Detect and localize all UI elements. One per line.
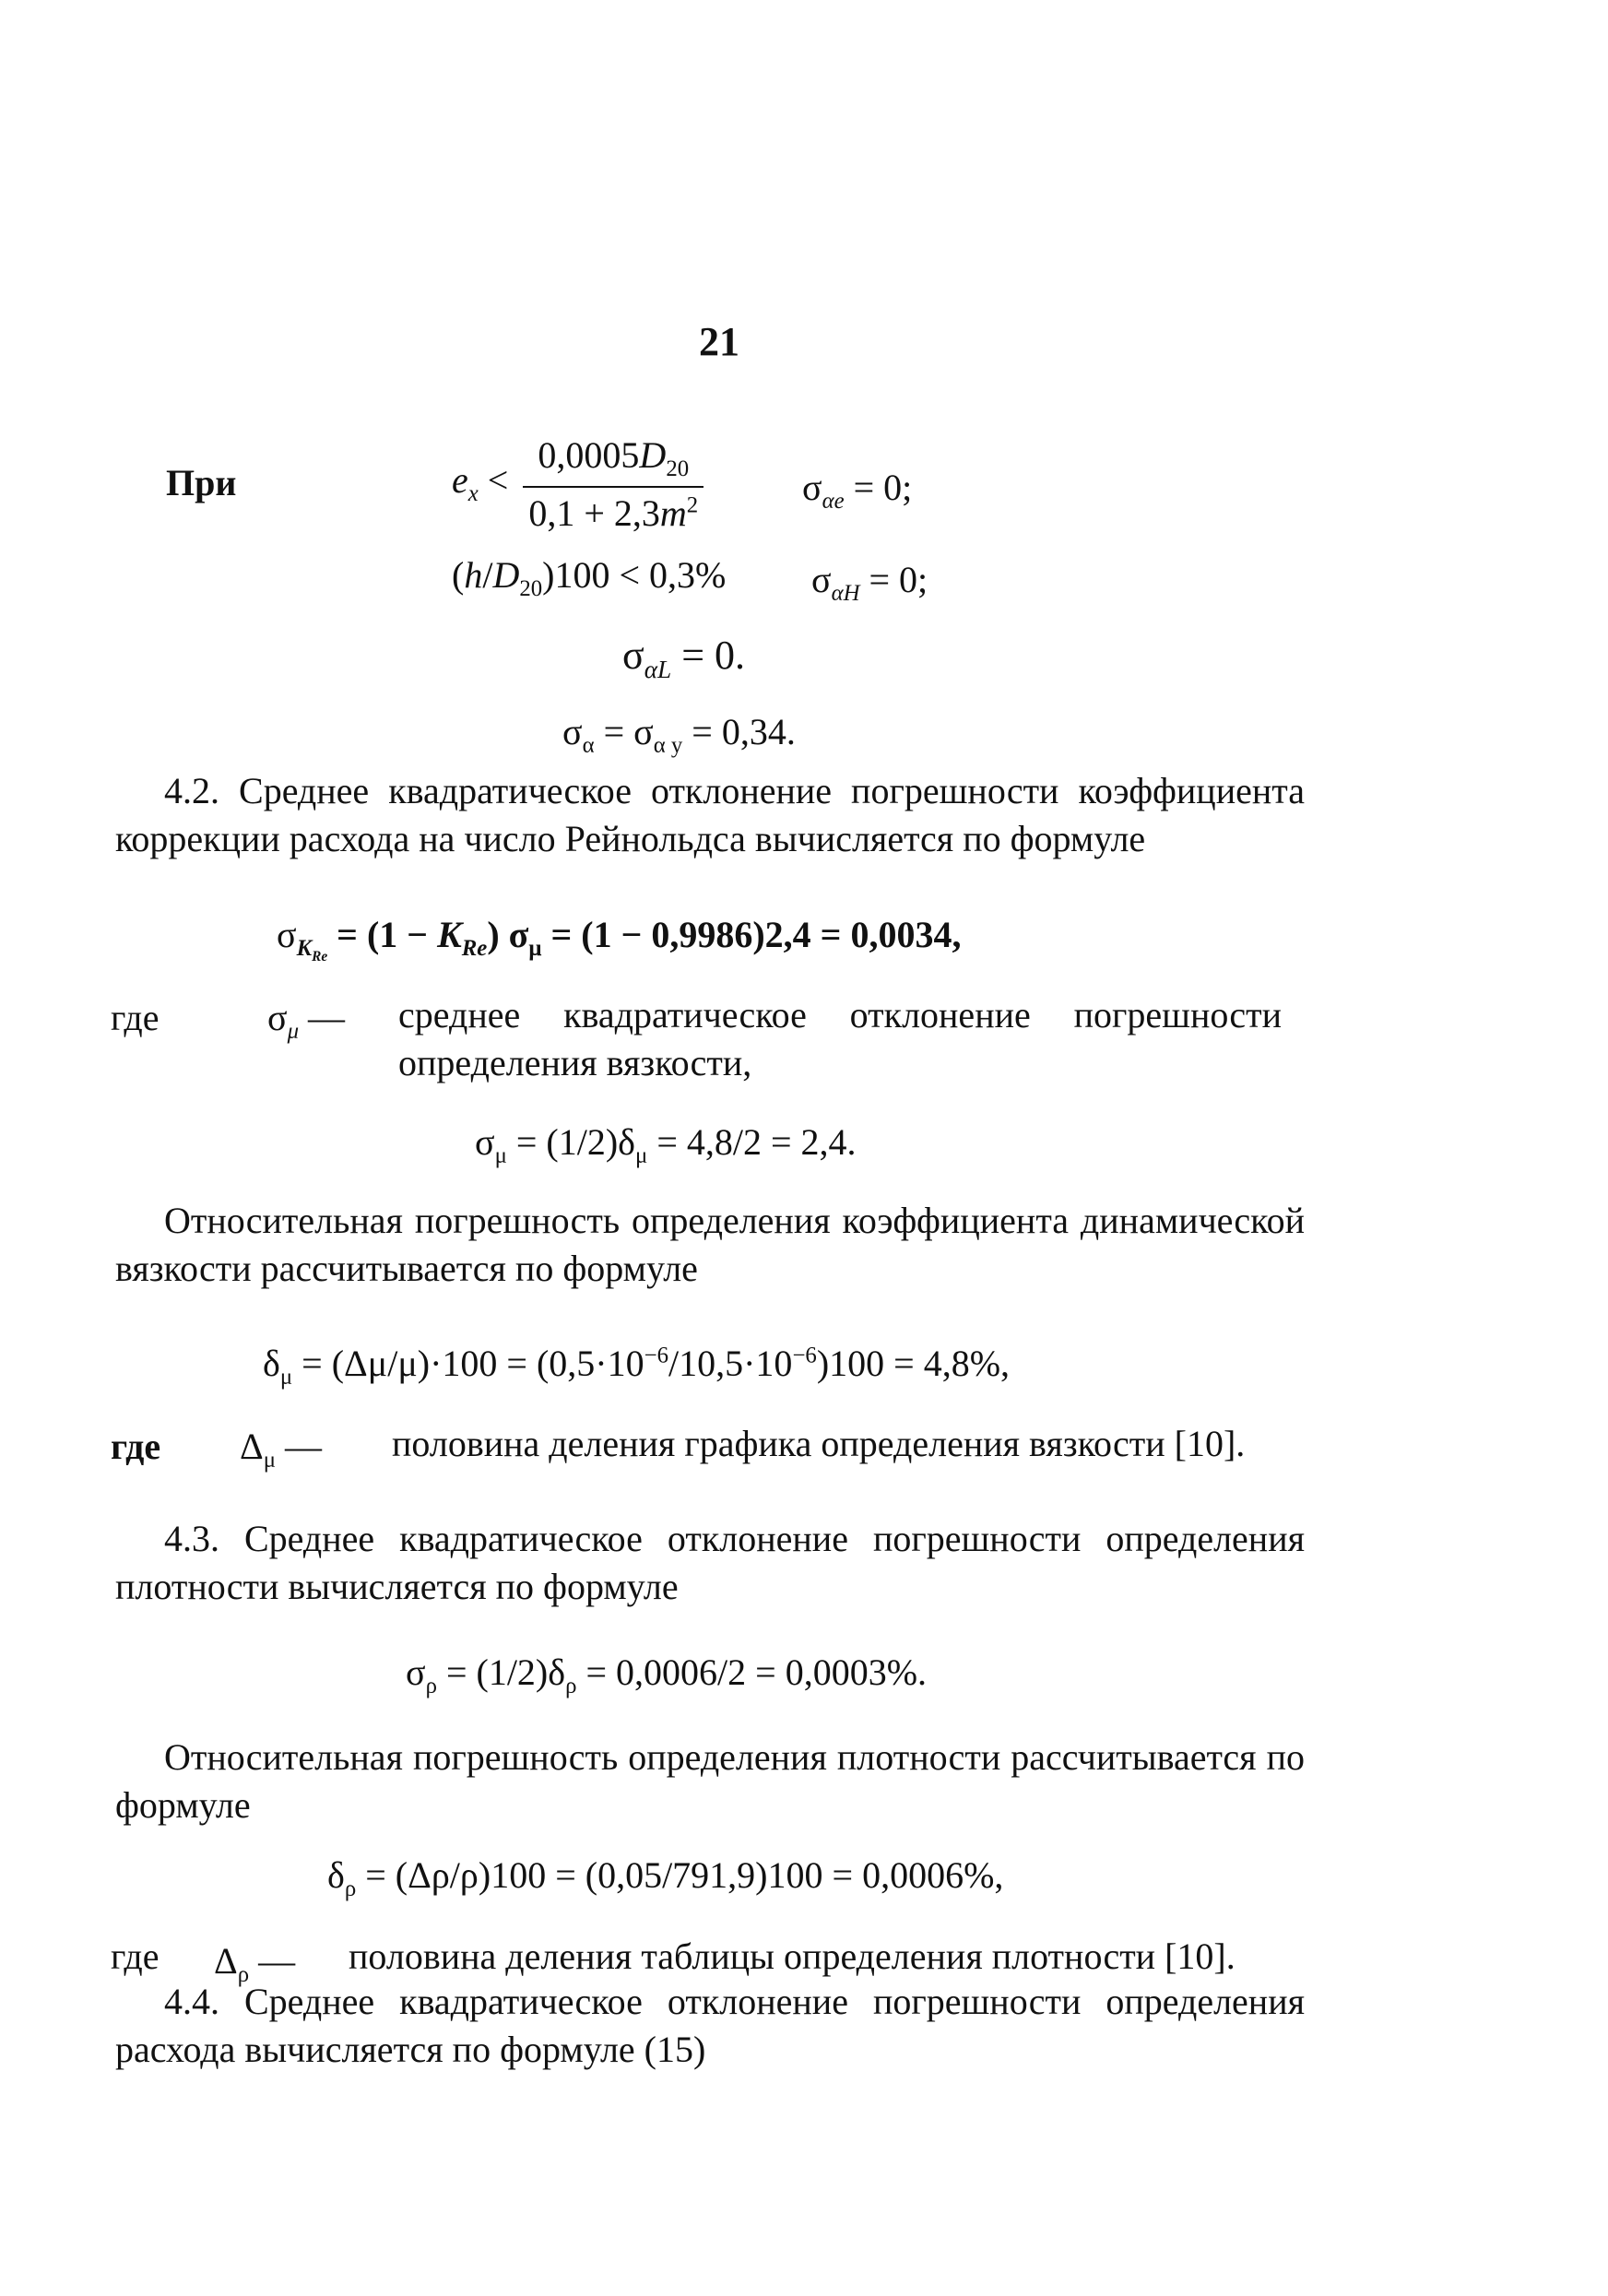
condition-result-2: $\sigma_{\alpha H} = 0$; bbox=[811, 559, 928, 606]
condition-label: При bbox=[166, 462, 237, 503]
fraction: $\frac{0,0005D_{20}}{0,1 + 2,3m^2}$ bbox=[523, 433, 704, 535]
paragraph-4-4: 4.4. Среднее квадратическое отклонение погрешности определения расхода вычисляется по формуле (15) bbox=[115, 1981, 1305, 2070]
formula-sigma-rho: $\sigma_\rho = (1/2)\delta_\rho = 0,0006/2 = 0,0003\%$. bbox=[406, 1651, 928, 1698]
where-label: где bbox=[111, 997, 160, 1038]
condition-formula-2: $(h/D_{20})100 < 0,3\%$ bbox=[452, 554, 727, 601]
paragraph-relative-rho: Относительная погрешность определения плотности рассчитывается по формуле bbox=[115, 1736, 1305, 1826]
condition-formula-3: $\sigma_{\alpha L} = 0$. bbox=[622, 633, 746, 683]
condition-formula-4: $\sigma_\alpha = \sigma_{\alpha y} = 0,34$. bbox=[562, 711, 796, 758]
definition-symbol: $\Delta_\mu$ — bbox=[240, 1426, 323, 1473]
formula-sigma-mu: $\sigma_\mu = (1/2)\delta_\mu = 4,8/2 = 2,4$. bbox=[475, 1121, 857, 1168]
paragraph-4-3: 4.3. Среднее квадратическое отклонение погрешности определения плотности вычисляется по формуле bbox=[115, 1518, 1305, 1607]
page-number: 21 bbox=[699, 319, 739, 364]
definition-text: половина деления таблицы определения плотности [10]. bbox=[349, 1935, 1236, 1977]
paragraph-4-2: 4.2. Среднее квадратическое отклонение погрешности коэффициента коррекции расхода на число Рейнольдса вычисляется по формуле bbox=[115, 770, 1305, 859]
condition-formula-1: $e_x$ < $\frac{0,0005D_{20}}{0,1 + 2,3m^2}$ bbox=[452, 433, 709, 535]
condition-result-1: $\sigma_{\alpha e} = 0$; bbox=[802, 467, 913, 514]
formula-delta-rho: $\delta_\rho = (\Delta\rho/\rho)100 = (0,05/791,9)100 = 0,0006\%$, bbox=[327, 1854, 1004, 1901]
where-label: где bbox=[111, 1935, 160, 1977]
definition-symbol: $\sigma_\mu$ — bbox=[267, 997, 346, 1044]
where-label: где bbox=[111, 1426, 161, 1467]
paragraph-relative-mu: Относительная погрешность определения коэффициента динамической вязкости рассчитывается по формуле bbox=[115, 1200, 1305, 1289]
definition-symbol: $\Delta_\rho$ — bbox=[214, 1940, 296, 1987]
formula-delta-mu: $\delta_\mu = (\Delta\mu/\mu)\cdot 100 = (0,5\cdot 10^{-6}/10,5\cdot 10^{-6})100 = 4,8\%$, bbox=[263, 1343, 1011, 1390]
definition-text: среднее квадратическое отклонение погрешности определения вязкости, bbox=[398, 994, 1282, 1083]
definition-text: половина деления графика определения вязкости [10]. bbox=[392, 1423, 1246, 1464]
formula-sigma-kre: $\sigma_{K_{Re}} = (1 - K_{Re}) \sigma_\mu = (1 - 0,9986)2,4 = 0,0034$, bbox=[277, 914, 962, 965]
